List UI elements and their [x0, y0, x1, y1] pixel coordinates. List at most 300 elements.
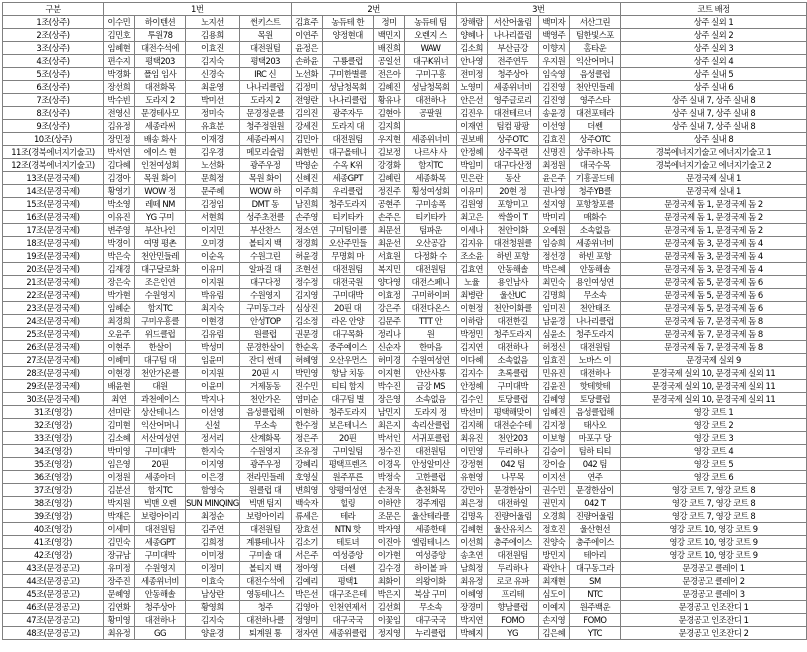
player-name: 최운선: [373, 237, 405, 250]
club-name: 테아리: [569, 549, 620, 562]
player-name: 이향지: [538, 42, 569, 55]
player-name: 이유미: [186, 263, 240, 276]
club-name: 서산여성연: [134, 432, 185, 445]
club-name: 성남청목회: [405, 81, 456, 94]
club-name: 인천연제서: [322, 601, 373, 614]
table-row: [3, 94, 807, 107]
player-name: 민유진: [538, 367, 569, 380]
group-cell: 34조(영강): [3, 445, 104, 458]
club-name: 대구달로화: [134, 263, 185, 276]
club-name: 고한클럽: [405, 471, 456, 484]
player-name: 공현주: [373, 198, 405, 211]
player-name: 장민정: [103, 133, 134, 146]
player-name: 강정현: [456, 458, 487, 471]
court-cell: 문경공고 인조잔디 1: [621, 601, 807, 614]
player-name: 양윤경: [186, 627, 240, 640]
player-name: 김명희: [538, 289, 569, 302]
player-name: 김민호: [103, 29, 134, 42]
court-cell: 문경국제 돔 3, 문경국제 돔 4: [621, 237, 807, 250]
player-name: 서현희: [186, 211, 240, 224]
player-name: 이현정: [456, 302, 487, 315]
player-name: 박수빈: [103, 94, 134, 107]
player-name: 김예리: [291, 575, 322, 588]
club-name: 레떼 NM: [134, 198, 185, 211]
club-name: 전라민들레: [239, 471, 291, 484]
club-name: WOW 하: [239, 185, 291, 198]
club-name: 누리클럽: [405, 627, 456, 640]
player-name: 이지민: [186, 224, 240, 237]
club-name: 대구팀 별: [322, 393, 373, 406]
player-name: 정자연: [291, 627, 322, 640]
player-name: 공일선: [373, 55, 405, 68]
group-cell: 9조(상주): [3, 120, 104, 133]
club-name: 토당클럽: [487, 393, 538, 406]
club-name: 음성클럽: [569, 68, 620, 81]
club-name: 원클럽: [239, 328, 291, 341]
group-cell: 17조(문경국제): [3, 224, 104, 237]
club-name: 대전원팀: [239, 42, 291, 55]
player-name: 조유정: [291, 445, 322, 458]
player-name: 방민지: [538, 549, 569, 562]
club-name: 여성증앙: [322, 549, 373, 562]
player-name: 박민영: [291, 367, 322, 380]
club-name: 20핀 대: [322, 302, 373, 315]
club-name: 구미구흥: [405, 68, 456, 81]
club-name: NTN 핫: [322, 523, 373, 536]
club-name: 목원 화이: [239, 172, 291, 185]
club-name: 볼티지 백: [239, 237, 291, 250]
club-name: 함지TC: [134, 484, 185, 497]
club-name: FOMO: [569, 614, 620, 627]
player-name: 강이슬: [538, 458, 569, 471]
player-name: 박유림: [186, 289, 240, 302]
club-name: 청주상아: [487, 68, 538, 81]
player-name: 박선미: [456, 406, 487, 419]
player-name: 이경옥: [373, 458, 405, 471]
player-name: 백미자: [538, 16, 569, 29]
player-name: 정리나: [373, 328, 405, 341]
player-name: 이연주: [291, 29, 322, 42]
player-name: 김지숙: [186, 614, 240, 627]
player-name: 함영숙: [186, 484, 240, 497]
group-cell: 23조(문경국제): [3, 302, 104, 315]
club-name: 목원: [239, 29, 291, 42]
player-name: 손주영: [291, 211, 322, 224]
player-name: 임효진: [538, 354, 569, 367]
club-name: 계룡테니사: [239, 536, 291, 549]
club-name: 대전다온스: [405, 302, 456, 315]
player-name: 안정혜: [456, 146, 487, 159]
player-name: 이유진: [103, 211, 134, 224]
table-row: [3, 354, 807, 367]
club-name: 위드클럽: [134, 328, 185, 341]
header-row: [3, 3, 807, 16]
table-row: [3, 315, 807, 328]
header-slot-1: 1번: [103, 3, 291, 16]
player-name: 이주희: [291, 185, 322, 198]
club-name: 티티 함지: [322, 380, 373, 393]
club-name: 대전원팀: [239, 523, 291, 536]
player-name: 안정혜: [456, 380, 487, 393]
table-row: [3, 432, 807, 445]
player-name: 백민지: [373, 29, 405, 42]
player-name: 이효진: [186, 42, 240, 55]
club-name: 성주초전클: [239, 211, 291, 224]
player-name: 노선화: [186, 159, 240, 172]
player-name: 박미선: [186, 94, 240, 107]
club-name: 오산우먼스: [322, 354, 373, 367]
court-cell: 영강 코트 7, 영강 코트 8: [621, 510, 807, 523]
player-name: 김진영: [538, 81, 569, 94]
player-name: 이혜미: [103, 354, 134, 367]
club-name: 퇴계원 통: [239, 627, 291, 640]
club-name: 북삼 구미: [405, 588, 456, 601]
player-name: 박미영: [103, 445, 134, 458]
club-name: 대전하나: [487, 341, 538, 354]
player-name: 김혜현: [456, 523, 487, 536]
table-row: [3, 471, 807, 484]
group-cell: 16조(문경국제): [3, 211, 104, 224]
club-name: 대전화목: [134, 81, 185, 94]
table-row: [3, 133, 807, 146]
club-name: 안동해솔: [487, 263, 538, 276]
club-name: 천안가온: [239, 393, 291, 406]
club-name: [322, 42, 373, 55]
club-name: 보령아이리: [134, 510, 185, 523]
player-name: 이지선: [538, 471, 569, 484]
court-cell: 문경국제 돔 1, 문경국제 돔 2: [621, 198, 807, 211]
group-cell: 21조(문경국제): [3, 276, 104, 289]
club-name: 부산금강: [487, 42, 538, 55]
club-name: 익산어머니: [134, 419, 185, 432]
club-name: 나나리플림: [487, 29, 538, 42]
court-cell: 상주 실내 6: [621, 81, 807, 94]
player-name: 박서연: [103, 146, 134, 159]
club-name: 익산어머니: [569, 55, 620, 68]
club-name: 여명 평촌: [134, 237, 185, 250]
club-name: 거제동동: [239, 380, 291, 393]
player-name: 황유나: [373, 94, 405, 107]
club-name: 용인남사: [487, 276, 538, 289]
club-name: 소속없음: [487, 354, 538, 367]
player-name: 윤정은: [291, 42, 322, 55]
club-name: 대구조은테: [322, 588, 373, 601]
club-name: 구미솔 대: [239, 549, 291, 562]
club-name: 농듀테 팀: [405, 16, 456, 29]
club-name: 안산사통: [405, 367, 456, 380]
club-name: 대전스페니: [405, 276, 456, 289]
club-name: 대구목화: [322, 328, 373, 341]
player-name: 김지숙: [186, 55, 240, 68]
player-name: 김지수: [456, 367, 487, 380]
player-name: 최정순: [186, 510, 240, 523]
table-row: [3, 224, 807, 237]
player-name: 유미정: [103, 562, 134, 575]
club-name: 세종GPT: [134, 536, 185, 549]
court-cell: 상주 실내 8: [621, 133, 807, 146]
player-name: 김효연: [456, 263, 487, 276]
group-cell: 14조(문경국제): [3, 185, 104, 198]
group-cell: 22조(문경국제): [3, 289, 104, 302]
player-name: 박지연: [456, 614, 487, 627]
group-cell: 4조(상주): [3, 55, 104, 68]
club-name: 대전하나: [405, 94, 456, 107]
player-name: 김지해: [456, 419, 487, 432]
player-name: 이지원: [186, 276, 240, 289]
court-cell: 문경공고 인조잔디 1: [621, 614, 807, 627]
club-name: 원주백운: [569, 601, 620, 614]
club-name: 평택203: [134, 55, 185, 68]
court-cell: 문경국제 돔 5, 문경국제 돔 6: [621, 289, 807, 302]
club-name: 청주상아: [134, 601, 185, 614]
player-name: 신혜진: [291, 172, 322, 185]
club-name: 수원여성연: [405, 354, 456, 367]
table-row: [3, 276, 807, 289]
court-cell: 문경국제 실외 10, 문경국제 실외 11: [621, 393, 807, 406]
player-name: 최유진: [456, 432, 487, 445]
player-name: 정수진: [373, 445, 405, 458]
player-name: 이현경: [186, 315, 240, 328]
club-name: 대원: [134, 380, 185, 393]
court-cell: 영강 코트 3: [621, 432, 807, 445]
club-name: 무명회 마: [322, 250, 373, 263]
court-cell: 문경국제 돔 3, 문경국제 돔 4: [621, 263, 807, 276]
club-name: 도라지 정: [405, 406, 456, 419]
player-name: 김진우: [456, 107, 487, 120]
club-name: YG: [487, 627, 538, 640]
club-name: 원: [405, 328, 456, 341]
club-name: 여성증앙: [405, 549, 456, 562]
group-cell: 43조(문경공고): [3, 562, 104, 575]
club-name: 무소속: [239, 419, 291, 432]
table-row: [3, 263, 807, 276]
club-name: 동산: [487, 172, 538, 185]
club-name: 천안203: [487, 432, 538, 445]
player-name: 유효분: [186, 120, 240, 133]
club-name: 연주: [569, 471, 620, 484]
player-name: 박소영: [103, 198, 134, 211]
club-name: 투원78: [134, 29, 185, 42]
club-name: 오산공감: [405, 237, 456, 250]
club-name: 핫테핫테: [569, 380, 620, 393]
club-name: 평택해맞이: [487, 406, 538, 419]
club-name: 볼티지 백: [239, 562, 291, 575]
club-name: 양정현대: [322, 29, 373, 42]
group-cell: 29조(문경국제): [3, 380, 104, 393]
player-name: 박재은: [103, 510, 134, 523]
club-name: IRC 신: [239, 68, 291, 81]
club-name: 부산나인: [134, 224, 185, 237]
court-cell: 상주 실외 2: [621, 29, 807, 42]
club-name: 함지TC: [405, 159, 456, 172]
club-name: 에이스 현: [134, 146, 185, 159]
player-name: 권보배: [456, 133, 487, 146]
player-name: 염미순: [291, 393, 322, 406]
club-name: 천안이화클: [487, 302, 538, 315]
club-name: 진량어울림: [487, 510, 538, 523]
player-name: 이선영: [186, 406, 240, 419]
player-name: 곽안나: [538, 562, 569, 575]
player-name: 정선경: [538, 250, 569, 263]
player-name: 문주혜: [186, 185, 240, 198]
club-name: 목원 화이: [134, 172, 185, 185]
player-name: 최은정: [456, 497, 487, 510]
player-name: 최정원: [538, 159, 569, 172]
group-cell: 44조(문경공고): [3, 575, 104, 588]
player-name: 이효정: [373, 289, 405, 302]
table-row: [3, 328, 807, 341]
club-name: 문경한삼이: [569, 484, 620, 497]
header-group: 구분: [3, 3, 104, 16]
club-name: 프리테: [487, 588, 538, 601]
group-cell: 24조(문경국제): [3, 315, 104, 328]
club-name: 라온 안양: [322, 315, 373, 328]
table-row: [3, 510, 807, 523]
group-cell: 8조(상주): [3, 107, 104, 120]
player-name: 이윤미: [186, 380, 240, 393]
club-name: 수옥 K위: [322, 159, 373, 172]
club-name: 보령아이리: [239, 510, 291, 523]
club-name: 천안민들레: [134, 250, 185, 263]
club-name: 하빈 포항: [487, 250, 538, 263]
player-name: 이민영: [456, 445, 487, 458]
club-name: 구미대박: [487, 380, 538, 393]
club-name: 대전원팀: [134, 523, 185, 536]
player-name: 최유정: [456, 575, 487, 588]
player-name: 전은아: [373, 68, 405, 81]
club-name: 안성알미산: [405, 458, 456, 471]
court-cell: 문경국제 실외 9: [621, 354, 807, 367]
player-name: 이은경: [186, 471, 240, 484]
player-name: 장선희: [103, 81, 134, 94]
player-name: 변주영: [103, 224, 134, 237]
club-name: 나르샤 사: [405, 146, 456, 159]
club-name: 대전수석에: [239, 575, 291, 588]
table-row: [3, 588, 807, 601]
club-name: 기흥골드테: [569, 172, 620, 185]
group-cell: 13조(문경국제): [3, 172, 104, 185]
player-name: 남윤경: [538, 315, 569, 328]
group-cell: 37조(영강): [3, 484, 104, 497]
court-cell: 문경국제 돔 7, 문경국제 돔 8: [621, 315, 807, 328]
table-row: [3, 341, 807, 354]
club-name: DMT 동: [239, 198, 291, 211]
player-name: 김희정: [186, 536, 240, 549]
player-name: 박정숙: [373, 471, 405, 484]
club-name: 대전하나클: [239, 614, 291, 627]
header-slot-3: 3번: [456, 3, 620, 16]
club-name: 상주OTC: [487, 133, 538, 146]
player-name: 정소연: [291, 224, 322, 237]
table-row: [3, 419, 807, 432]
club-name: 대전한길: [487, 315, 538, 328]
player-name: 김현아: [373, 107, 405, 120]
player-name: 이선영: [538, 120, 569, 133]
club-name: 울산유치스: [487, 523, 538, 536]
player-name: 권민지: [538, 497, 569, 510]
player-name: 우지현: [373, 133, 405, 146]
club-name: 초록클럽: [487, 367, 538, 380]
player-name: 이재연: [456, 120, 487, 133]
player-name: 백숙자: [291, 497, 322, 510]
club-name: 대전원팀: [569, 341, 620, 354]
player-name: 최고은: [456, 211, 487, 224]
player-name: 양다영: [373, 276, 405, 289]
club-name: 구미송폭: [405, 198, 456, 211]
club-name: 태사오: [569, 419, 620, 432]
club-name: 춘천화목: [405, 484, 456, 497]
club-name: 구미대박: [134, 549, 185, 562]
club-name: 테라: [322, 510, 373, 523]
player-name: 서효원: [373, 250, 405, 263]
club-name: 서귀포클럽: [405, 432, 456, 445]
club-name: 청주도라지: [322, 406, 373, 419]
club-name: 함지TC: [134, 302, 185, 315]
club-name: 성남청목회: [322, 81, 373, 94]
club-name: 청주정원원: [239, 120, 291, 133]
player-name: 조소윤: [456, 250, 487, 263]
player-name: 최문선: [373, 224, 405, 237]
player-name: 이미정: [186, 549, 240, 562]
player-name: SUN MINQING: [186, 498, 239, 508]
court-cell: 문경국제 실내 1: [621, 185, 807, 198]
club-name: 세종GPT: [322, 172, 373, 185]
player-name: 이다혜: [456, 354, 487, 367]
club-name: 횡성여성회: [405, 185, 456, 198]
club-name: 팀한빛스포: [569, 29, 620, 42]
player-name: 임승희: [538, 237, 569, 250]
player-name: 신순자: [373, 341, 405, 354]
club-name: 20핀: [322, 432, 373, 445]
club-name: 하이볼 파: [405, 562, 456, 575]
player-name: 심윤소: [538, 328, 569, 341]
club-name: 양평여성연: [322, 484, 373, 497]
club-name: 로코 유파: [487, 575, 538, 588]
club-name: 팀하 티티: [569, 445, 620, 458]
club-name: 원클럽 대: [239, 484, 291, 497]
table-row: [3, 146, 807, 159]
club-name: 구룡클럽: [322, 55, 373, 68]
player-name: 김효주: [291, 16, 322, 29]
player-name: 정미숙: [186, 107, 240, 120]
player-name: 김민숙: [103, 536, 134, 549]
group-cell: 5조(상주): [3, 68, 104, 81]
player-name: 편수지: [103, 55, 134, 68]
player-name: 허윤경: [291, 250, 322, 263]
player-name: 전영신: [103, 107, 134, 120]
player-name: 박지나: [186, 393, 240, 406]
player-name: 권나영: [538, 185, 569, 198]
player-name: 김우경: [186, 146, 240, 159]
player-name: 송윤경: [538, 107, 569, 120]
player-name: 이지영: [186, 458, 240, 471]
club-name: 수원영지: [239, 445, 291, 458]
player-name: 노지선: [186, 16, 240, 29]
player-name: 신설: [186, 419, 240, 432]
club-name: 대구팀 대: [134, 354, 185, 367]
player-name: 김정임: [186, 198, 240, 211]
club-name: 문경한삼이: [487, 484, 538, 497]
club-name: 광주우정: [239, 458, 291, 471]
club-name: 20핀: [134, 458, 185, 471]
player-name: 황미영: [103, 614, 134, 627]
table-row: [3, 107, 807, 120]
player-name: 최경희: [103, 315, 134, 328]
player-name: 김민아: [291, 133, 322, 146]
court-cell: 영강 코트 1: [621, 406, 807, 419]
player-name: 정호진: [538, 523, 569, 536]
player-name: 김혜영: [538, 393, 569, 406]
